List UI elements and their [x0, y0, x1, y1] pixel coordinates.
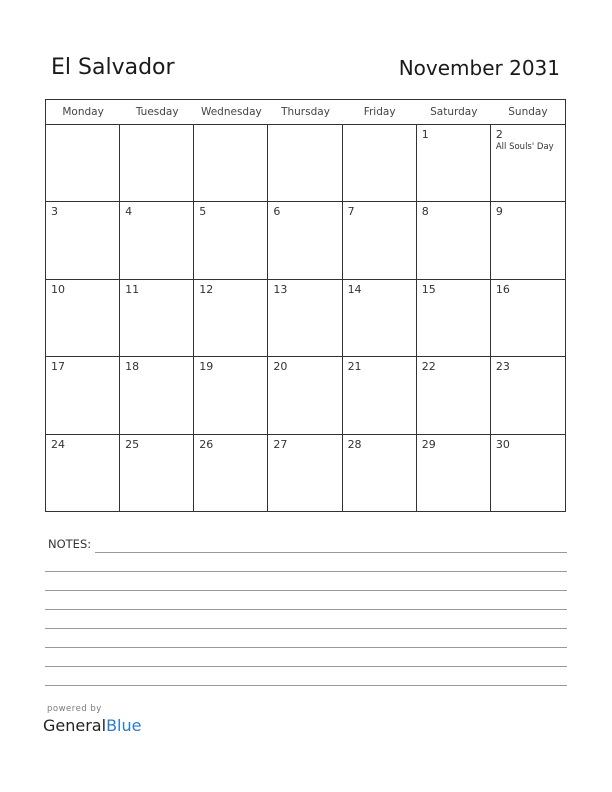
logo-text-general: General — [43, 716, 107, 735]
calendar-body — [46, 125, 565, 512]
day-cell — [491, 202, 565, 279]
day-number: 10 — [51, 282, 65, 296]
weekday-saturday: Saturday — [430, 106, 478, 118]
day-number: 21 — [347, 360, 362, 374]
day-number: 27 — [273, 437, 288, 451]
notes-line — [45, 628, 567, 629]
day-number: 25 — [125, 437, 140, 451]
day-cell — [491, 280, 565, 357]
day-number: 24 — [51, 437, 65, 451]
day-cell — [417, 280, 491, 357]
notes-line — [45, 647, 567, 648]
logo-text-blue: Blue — [106, 716, 142, 735]
day-cell — [194, 357, 268, 434]
day-number: 15 — [421, 282, 436, 296]
day-number: 2 — [495, 128, 503, 141]
weekday-thursday: Thursday — [281, 106, 330, 118]
notes-line — [95, 552, 567, 553]
day-number: 23 — [495, 360, 510, 374]
weekday-monday: Monday — [62, 106, 104, 118]
day-number: 6 — [273, 205, 281, 219]
calendar-country-title: El Salvador — [51, 55, 175, 80]
day-number: 9 — [495, 205, 503, 219]
notes-line — [45, 609, 567, 610]
day-number: 14 — [347, 282, 362, 296]
powered-by-label: powered by — [47, 704, 102, 714]
day-number: 17 — [51, 360, 65, 374]
day-number: 11 — [125, 282, 140, 296]
day-cell — [491, 435, 565, 512]
day-cell — [343, 280, 417, 357]
notes-line — [45, 590, 567, 591]
day-cell — [46, 202, 120, 279]
day-cell — [46, 357, 120, 434]
day-cell — [268, 435, 342, 512]
day-cell — [194, 435, 268, 512]
day-cell — [268, 202, 342, 279]
day-number: 5 — [199, 205, 207, 219]
notes-line — [45, 666, 567, 667]
day-cell — [491, 125, 565, 202]
day-number: 4 — [125, 205, 133, 219]
day-number: 8 — [421, 205, 429, 219]
day-number: 29 — [421, 437, 436, 451]
day-number: 7 — [347, 205, 355, 219]
day-cell — [46, 435, 120, 512]
day-number: 28 — [347, 437, 362, 451]
day-cell — [120, 435, 194, 512]
holiday-label: All Souls' Day — [495, 142, 554, 152]
day-number: 22 — [421, 360, 436, 374]
day-cell — [46, 280, 120, 357]
day-number: 30 — [495, 437, 510, 451]
empty-day-cell — [343, 125, 417, 202]
calendar-grid — [45, 99, 566, 512]
calendar-month-title: November 2031 — [398, 56, 560, 80]
day-cell — [268, 357, 342, 434]
day-number: 1 — [421, 128, 429, 141]
day-cell — [268, 280, 342, 357]
generalblue-logo — [43, 716, 141, 735]
day-cell — [417, 435, 491, 512]
day-number: 26 — [199, 437, 214, 451]
day-number: 16 — [495, 282, 510, 296]
day-cell — [417, 125, 491, 202]
day-number: 13 — [273, 282, 288, 296]
weekday-sunday: Sunday — [508, 106, 548, 118]
day-number: 3 — [51, 205, 58, 219]
day-cell — [120, 202, 194, 279]
weekday-friday: Friday — [363, 106, 396, 118]
notes-line — [45, 685, 567, 686]
day-cell — [194, 202, 268, 279]
day-cell — [343, 435, 417, 512]
empty-day-cell — [194, 125, 268, 202]
day-cell — [417, 202, 491, 279]
weekday-wednesday: Wednesday — [200, 106, 262, 118]
day-number: 18 — [125, 360, 140, 374]
day-cell — [120, 280, 194, 357]
day-number: 12 — [199, 282, 214, 296]
empty-day-cell — [46, 125, 120, 202]
weekday-header-row — [46, 100, 565, 125]
notes-line — [45, 571, 567, 572]
notes-label: NOTES: — [48, 537, 92, 551]
day-cell — [194, 280, 268, 357]
day-cell — [343, 202, 417, 279]
empty-day-cell — [268, 125, 342, 202]
empty-day-cell — [120, 125, 194, 202]
day-cell — [343, 357, 417, 434]
day-cell — [417, 357, 491, 434]
day-cell — [120, 357, 194, 434]
day-number: 20 — [273, 360, 288, 374]
day-cell — [491, 357, 565, 434]
day-number: 19 — [199, 360, 214, 374]
weekday-tuesday: Tuesday — [135, 106, 179, 118]
